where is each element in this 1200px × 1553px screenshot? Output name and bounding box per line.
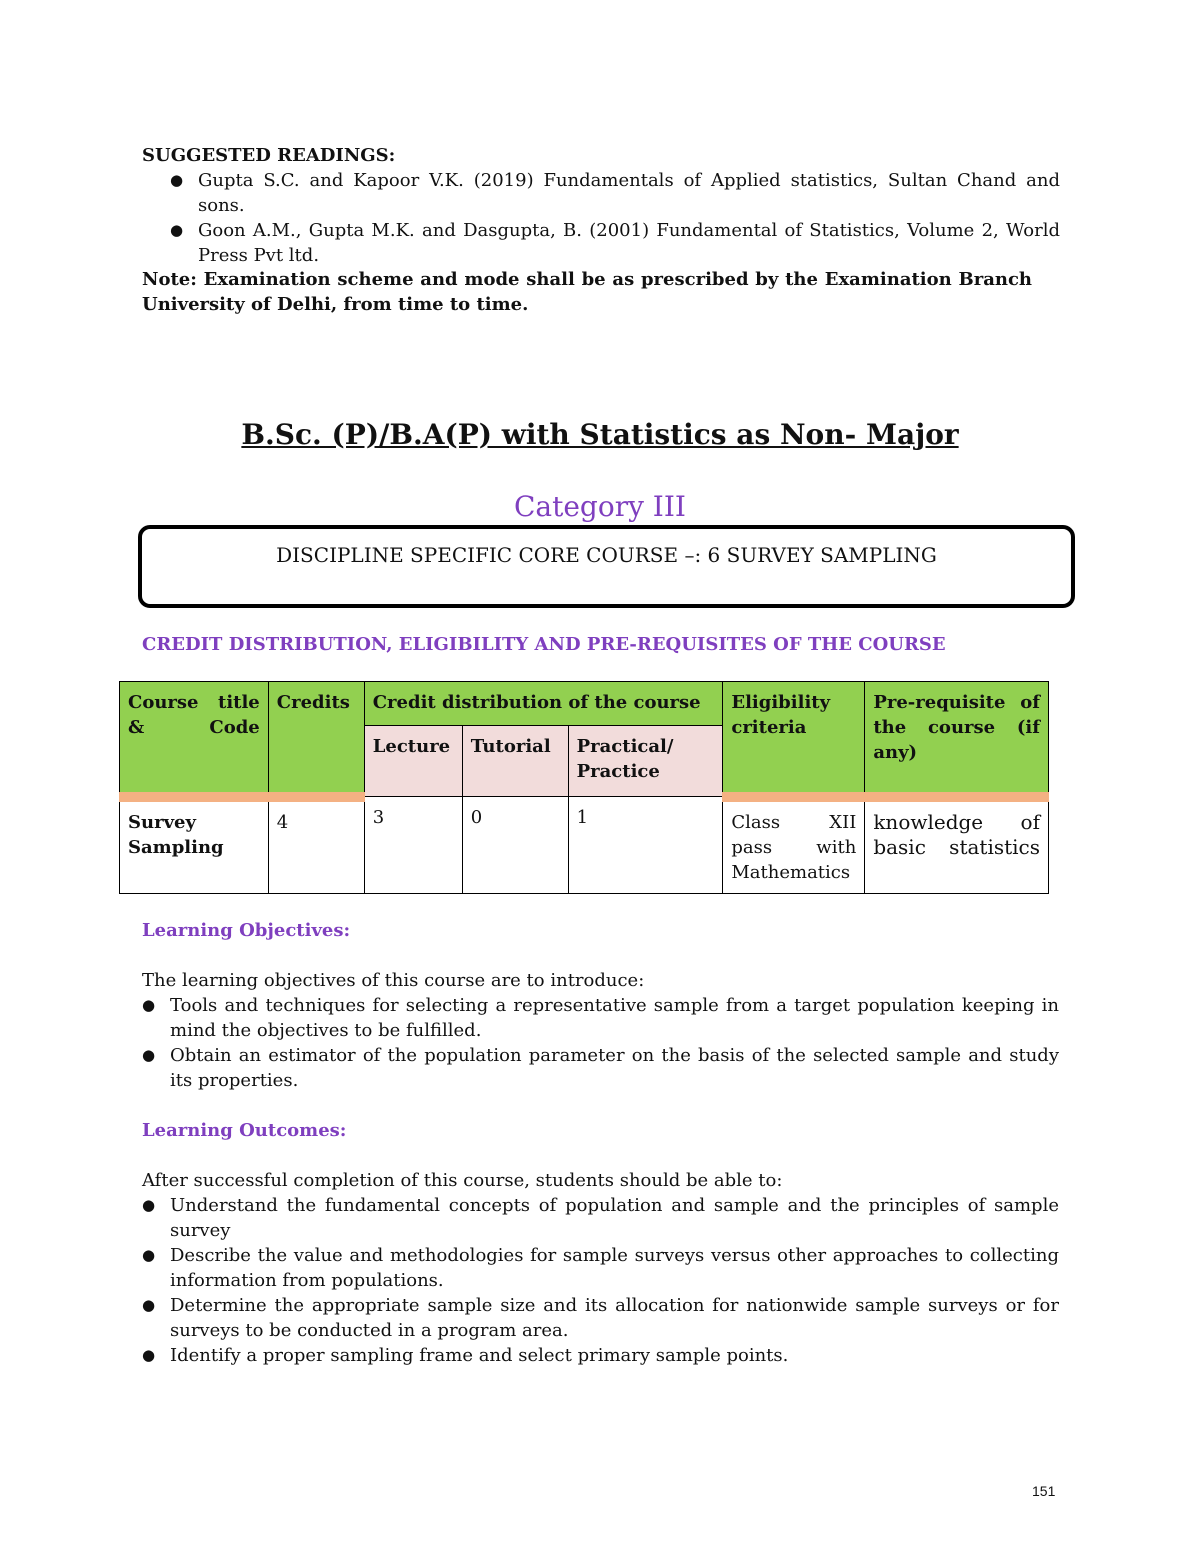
cell-practical: 1 xyxy=(568,797,723,894)
header-eligibility: Eligibility criteria xyxy=(723,682,865,797)
list-item: ● Tools and techniques for selecting a representative sample from a target population keeping in mind the objectives to be fulfilled. xyxy=(142,993,1059,1043)
list-item: ● Determine the appropriate sample size and its allocation for nationwide sample surveys or for surveys to be conducted in a program area. xyxy=(142,1293,1059,1343)
cell-prerequisite: knowledge of basic statistics xyxy=(865,797,1049,894)
list-item: ● Gupta S.C. and Kapoor V.K. (2019) Fundamentals of Applied statistics, Sultan Chand and sons. xyxy=(170,168,1060,218)
course-box-title: DISCIPLINE SPECIFIC CORE COURSE –: 6 SURVEY SAMPLING xyxy=(276,543,937,567)
category-label: Category III xyxy=(513,490,686,523)
readings-list xyxy=(170,168,1060,268)
list-item: ● Describe the value and methodologies for sample surveys versus other approaches to collecting information from populations. xyxy=(142,1243,1059,1293)
list-item: ● Goon A.M., Gupta M.K. and Dasgupta, B. (2001) Fundamental of Statistics, Volume 2, World Press Pvt ltd. xyxy=(170,218,1060,268)
outcomes-intro: After successful completion of this course, students should be able to: xyxy=(142,1170,783,1191)
header-practical: Practical/ Practice xyxy=(568,726,723,797)
header-prerequisite: Pre-requisite of the course (if any) xyxy=(865,682,1049,797)
course-title: B.Sc. (P)/B.A(P) with Statistics as Non- Major xyxy=(241,418,959,451)
readings-heading: SUGGESTED READINGS: xyxy=(142,145,396,166)
credit-heading: CREDIT DISTRIBUTION, ELIGIBILITY AND PRE-REQUISITES OF THE COURSE xyxy=(142,634,946,655)
cell-credits: 4 xyxy=(268,797,364,894)
outcomes-heading: Learning Outcomes: xyxy=(142,1120,347,1141)
page-number: 151 xyxy=(1032,1483,1056,1499)
table-row xyxy=(120,797,1049,894)
exam-note: Note: Examination scheme and mode shall be as prescribed by the Examination Branch University of Delhi, from time to time. xyxy=(142,269,1032,315)
cell-eligibility: Class XII pass with Mathematics xyxy=(723,797,865,894)
outcomes-list xyxy=(142,1193,1059,1368)
header-distribution: Credit distribution of the course xyxy=(364,682,723,726)
objectives-intro: The learning objectives of this course are to introduce: xyxy=(142,970,645,991)
cell-lecture: 3 xyxy=(364,797,462,894)
list-item: ● Obtain an estimator of the population parameter on the basis of the selected sample and study its properties. xyxy=(142,1043,1059,1093)
cell-tutorial: 0 xyxy=(462,797,568,894)
header-credits: Credits xyxy=(268,682,364,797)
list-item: ● Identify a proper sampling frame and select primary sample points. xyxy=(142,1343,1059,1368)
cell-title: Survey Sampling xyxy=(120,797,269,894)
header-tutorial: Tutorial xyxy=(462,726,568,797)
list-item: ● Understand the fundamental concepts of population and sample and the principles of sample survey xyxy=(142,1193,1059,1243)
course-box xyxy=(138,525,1075,608)
objectives-list xyxy=(142,993,1059,1093)
objectives-heading: Learning Objectives: xyxy=(142,920,351,941)
header-lecture: Lecture xyxy=(364,726,462,797)
credit-table xyxy=(119,681,1049,894)
header-title-code: Course title & Code xyxy=(120,682,269,797)
